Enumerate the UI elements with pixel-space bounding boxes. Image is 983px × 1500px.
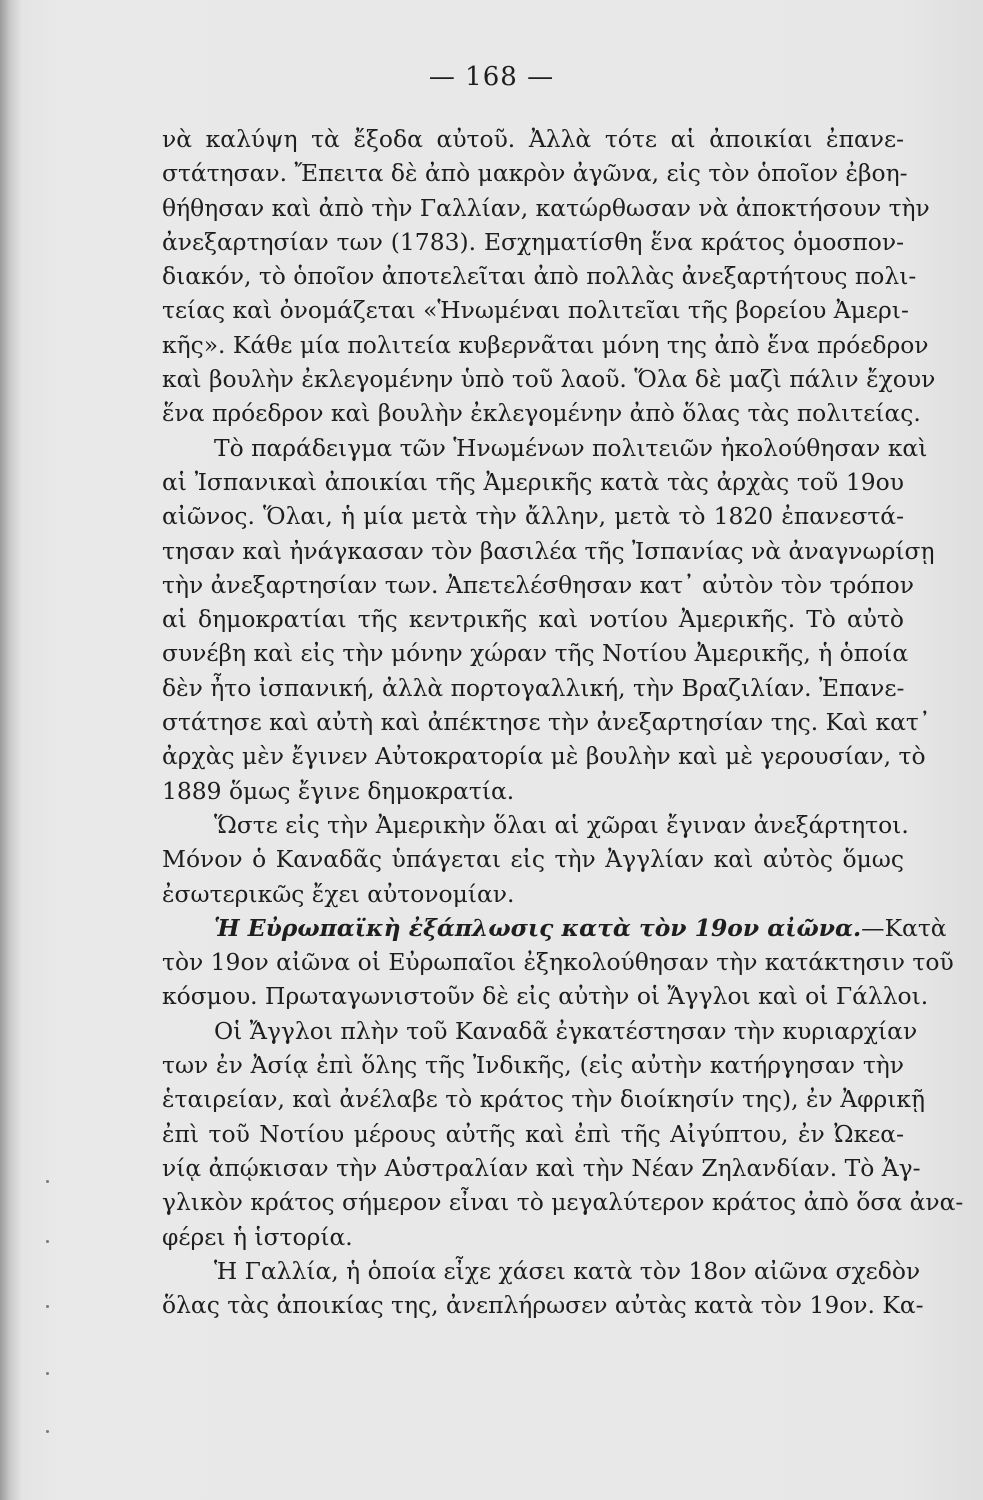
text-line — [162, 945, 954, 979]
line-text: στάτησαν. Ἔπειτα δὲ ἀπὸ μακρὸν ἀγῶνα, εἰς τὸν ὁποῖον ἐβοη- — [162, 159, 908, 188]
text-line — [162, 808, 909, 842]
line-text: συνέβη καὶ εἰς τὴν μόνην χώραν τῆς Νοτίου Ἀμερικῆς, ἡ ὁποία — [162, 639, 909, 668]
line-text: κόσμου. Πρωταγωνιστοῦν δὲ εἰς αὐτὴν οἱ Ἄγγλοι καὶ οἱ Γάλλοι. — [162, 982, 929, 1011]
line-text: αἰῶνος. Ὅλαι, ἡ μία μετὰ τὴν ἄλλην, μετὰ τὸ 1820 ἐπανεστά- — [162, 502, 904, 531]
text-line — [162, 842, 904, 876]
margin-speck — [46, 1430, 49, 1433]
line-text: θήθησαν καὶ ἀπὸ τὴν Γαλλίαν, κατώρθωσαν νὰ ἀποκτήσουν τὴν — [162, 193, 930, 222]
text-line — [162, 1014, 918, 1048]
text-line — [162, 499, 904, 533]
text-line — [162, 328, 929, 362]
line-text: —Κατὰ — [861, 913, 947, 942]
line-text: κῆς». Κάθε μία πολιτεία κυβερνᾶται μόνη της ἀπὸ ἕνα πρόεδρον — [162, 330, 929, 359]
line-text: νίᾳ ἀπῴκισαν τὴν Αὐστραλίαν καὶ τὴν Νέαν Ζηλανδίαν. Τὸ Ἀγ- — [162, 1153, 921, 1182]
text-line — [162, 191, 930, 225]
text-line — [162, 1220, 904, 1254]
line-text: ἀρχὰς μὲν ἔγινεν Αὐτοκρατορία μὲ βουλὴν καὶ μὲ γερουσίαν, τὸ — [162, 742, 926, 771]
line-text: Μόνον ὁ Καναδᾶς ὑπάγεται εἰς τὴν Ἀγγλίαν καὶ αὐτὸς ὅμως — [162, 845, 904, 874]
body-text — [162, 122, 964, 1322]
line-text: νὰ καλύψη τὰ ἔξοδα αὐτοῦ. Ἀλλὰ τότε αἱ ἀποικίαι ἐπανε- — [162, 125, 904, 153]
line-text: Τὸ παράδειγμα τῶν Ἡνωμένων πολιτειῶν ἠκολούθησαν καὶ — [214, 433, 928, 462]
text-line — [162, 979, 929, 1013]
line-text: αἱ Ἰσπανικαὶ ἀποικίαι τῆς Ἀμερικῆς κατὰ τὰς ἀρχὰς τοῦ 19ου — [162, 467, 904, 496]
line-text: τὴν ἀνεξαρτησίαν των. Ἀπετελέσθησαν κατ᾽ αὐτὸν τὸν τρόπον — [162, 570, 914, 599]
line-text: διακόν, τὸ ὁποῖον ἀποτελεῖται ἀπὸ πολλὰς ἀνεξαρτήτους πολι- — [162, 262, 917, 291]
line-text: τησαν καὶ ἠνάγκασαν τὸν βασιλέα τῆς Ἰσπανίας νὰ ἀναγνωρίσῃ — [162, 536, 935, 565]
line-text: ἑταιρείαν, καὶ ἀνέλαβε τὸ κράτος τὴν διοίκησίν της), ἐν Ἀφρικῇ — [162, 1085, 926, 1114]
line-text: ἐπὶ τοῦ Νοτίου μέρους αὐτῆς καὶ ἐπὶ τῆς Αἰγύπτου, ἐν Ὠκεα- — [162, 1119, 904, 1148]
text-line — [162, 774, 904, 808]
line-text: ἐσωτερικῶς ἔχει αὐτονομίαν. — [162, 879, 515, 908]
text-line — [162, 1117, 904, 1151]
margin-speck — [46, 1305, 49, 1308]
text-line — [162, 1082, 926, 1116]
text-line — [162, 293, 909, 327]
text-line — [162, 1185, 964, 1219]
text-line — [162, 636, 909, 670]
line-text: ἕνα πρόεδρον καὶ βουλὴν ἐκλεγομένην ἀπὸ ὅλας τὰς πολιτείας. — [162, 399, 921, 428]
text-line — [162, 396, 921, 430]
margin-speck — [46, 1240, 49, 1243]
margin-speck — [46, 1372, 49, 1375]
line-text: γλικὸν κράτος σήμερον εἶναι τὸ μεγαλύτερον κράτος ἀπὸ ὅσα ἀνα- — [162, 1188, 964, 1217]
text-line — [162, 739, 926, 773]
text-line — [162, 156, 908, 190]
text-line — [162, 1288, 924, 1322]
line-text: των ἐν Ἀσίᾳ ἐπὶ ὅλης τῆς Ἰνδικῆς, (εἰς αὐτὴν κατήργησαν τὴν — [162, 1051, 904, 1080]
line-text: στάτησε καὶ αὐτὴ καὶ ἀπέκτησε τὴν ἀνεξαρτησίαν της. Καὶ κατ᾽ — [162, 708, 931, 737]
text-line — [162, 465, 904, 499]
page-number: — 168 — — [428, 62, 555, 92]
line-text: καὶ βουλὴν ἐκλεγομένην ὑπὸ τοῦ λαοῦ. Ὅλα δὲ μαζὶ πάλιν ἔχουν — [162, 365, 936, 394]
section-heading: Ἡ Εὐρωπαϊκὴ ἐξάπλωσις κατὰ τὸν 19ον αἰῶνα. — [214, 913, 862, 942]
line-text: Οἱ Ἄγγλοι πλὴν τοῦ Καναδᾶ ἐγκατέστησαν τὴν κυριαρχίαν — [214, 1016, 918, 1045]
line-text: 1889 ὅμως ἔγινε δημοκρατία. — [162, 776, 515, 805]
line-text: Ὥστε εἰς τὴν Ἀμερικὴν ὅλαι αἱ χῶραι ἔγιναν ἀνεξάρτητοι. — [214, 810, 909, 839]
text-line — [162, 362, 936, 396]
text-line — [162, 911, 947, 945]
text-line — [162, 671, 904, 705]
text-line — [162, 225, 904, 259]
line-text: δὲν ἦτο ἰσπανική, ἀλλὰ πορτογαλλική, τὴν Βραζιλίαν. Ἐπανε- — [162, 673, 905, 702]
text-line — [162, 1048, 904, 1082]
text-line — [162, 534, 935, 568]
line-text: ὅλας τὰς ἀποικίας της, ἀνεπλήρωσεν αὐτὰς κατὰ τὸν 19ον. Κα- — [162, 1291, 924, 1320]
text-line — [162, 1254, 921, 1288]
text-line — [162, 877, 904, 911]
text-line — [162, 259, 917, 293]
line-text: τὸν 19ον αἰῶνα οἱ Εὐρωπαῖοι ἐξηκολούθησαν τὴν κατάκτησιν τοῦ — [162, 948, 954, 977]
text-line — [162, 568, 914, 602]
line-text: αἱ δημοκρατίαι τῆς κεντρικῆς καὶ νοτίου Ἀμερικῆς. Τὸ αὐτὸ — [162, 605, 904, 634]
text-line — [162, 122, 904, 156]
line-text: τείας καὶ ὀνομάζεται «Ἡνωμέναι πολιτεῖαι τῆς βορείου Ἀμερι- — [162, 296, 909, 325]
line-text: ἀνεξαρτησίαν των (1783). Εσχηματίσθη ἕνα κράτος ὁμοσπον- — [162, 227, 904, 256]
text-line — [162, 1151, 921, 1185]
margin-speck — [46, 1180, 49, 1183]
text-line — [162, 705, 931, 739]
line-text: Ἡ Γαλλία, ἡ ὁποία εἶχε χάσει κατὰ τὸν 18ον αἰῶνα σχεδὸν — [214, 1256, 921, 1285]
text-line — [162, 602, 904, 636]
text-line — [162, 431, 928, 465]
line-text: φέρει ἡ ἱστορία. — [162, 1222, 353, 1251]
